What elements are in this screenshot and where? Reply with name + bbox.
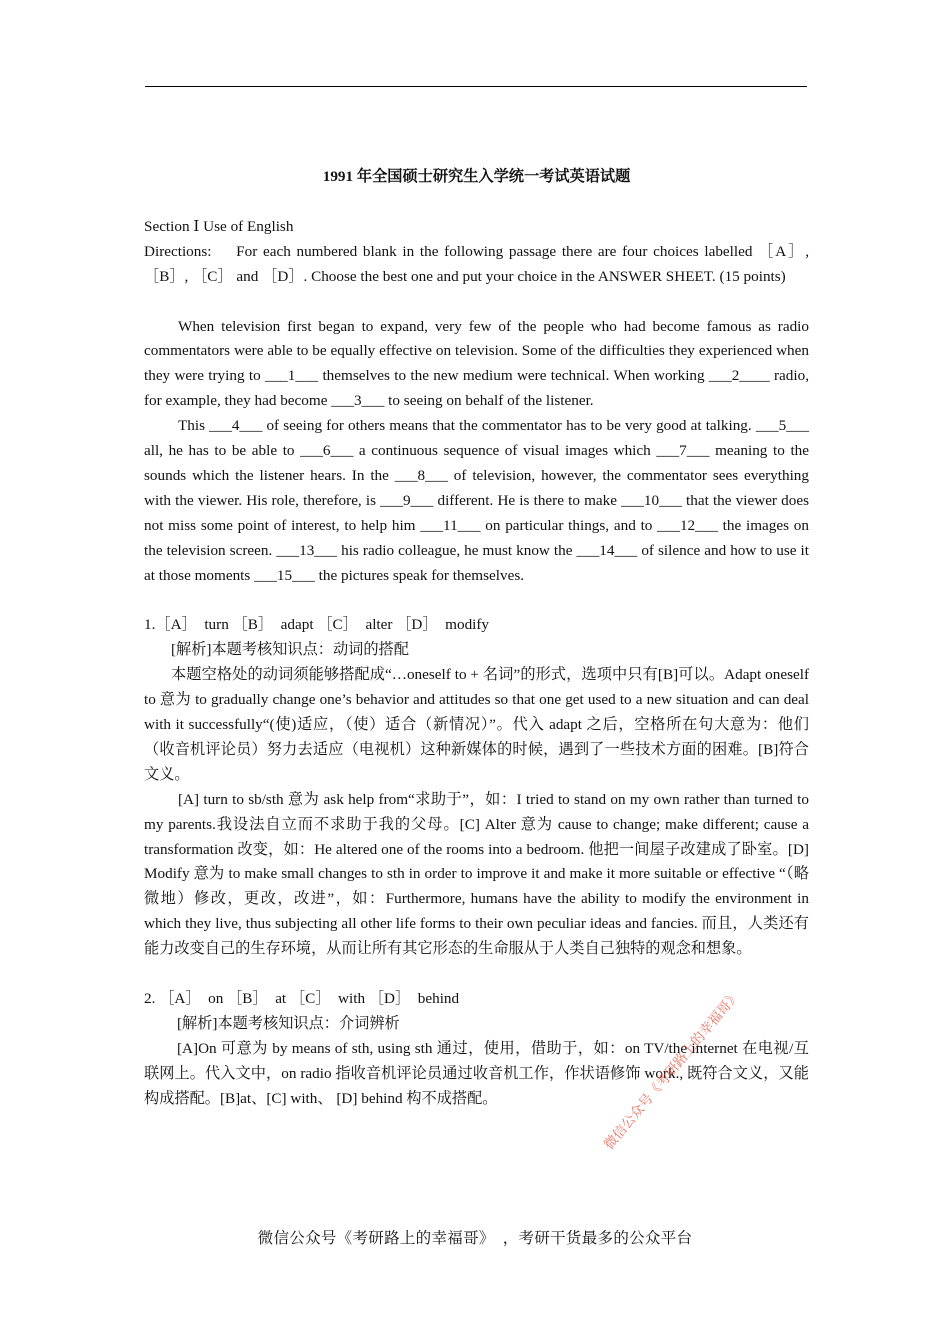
question-2-analysis-label: [解析]本题考核知识点：介词辨析 [177,1014,400,1032]
spacer [144,588,809,613]
passage-paragraph-1: When television first began to expand, very few of the people who had become famous as radio commentators were able to be equally effective on television. Some of the difficulties they experienced when they were trying to ___1___ themselves to the new medium were technical. When working ___2____ radio, for example, they had become ___3___ to seeing on behalf of the listener. [144,317,809,410]
page-title: 1991 年全国硕士研究生入学统一考试英语试题 [322,168,631,185]
header-rule [145,86,807,87]
question-1-analysis-paragraph-1: 本题空格处的动词须能够搭配成“…oneself to + 名词”的形式，选项中只有[B]可以。Adapt oneself to 意为 to gradually change one’s behavior and attitudes so that one get used to a new situation and can deal with it successfully“(使)适应，（使）适合（新情况）”。代入 adapt 之后，空格所在句大意为：他们（收音机评论员）努力去适应（电视机）这种新媒体的时候，遇到了一些技术方面的困难。[B]符合文义。 [144,666,809,783]
document-body [144,165,809,1111]
section-heading: Section Ⅰ Use of English [144,217,294,235]
page-footer: 微信公众号《考研路上的幸福哥》 ，考研干货最多的公众平台 [257,1230,693,1247]
question-1-choices: 1.［A］ turn ［B］ adapt ［C］ alter ［D］ modify [144,616,490,634]
directions: Directions: For each numbered blank in the following passage there are four choices labelled ［A］, ［B］, ［C］ and ［D］. Choose the best one and put your choice in the ANSWER SHEET. (15 points) [144,242,809,285]
spacer [144,290,809,315]
question-1-analysis-label: [解析]本题考核知识点：动词的搭配 [171,641,409,659]
question-1-analysis-paragraph-2: [A] turn to sb/sth 意为 ask help from“求助于”，如：I tried to stand on my own rather than turned to my parents.我设法自立而不求助于我的父母。[C] Alter 意为 cause to change; make different; cause a transformation 改变，如：He altered one of the rooms into a bedroom. 他把一间屋子改建成了卧室。[D] Modify 意为 to make small changes to sth in order to improve it and make it more suitable or effective “（略微地）修改，更改，改进”，如：Furthermore, humans have the ability to modify the environment in which they live, thus subjecting all other life forms to their own peculiar ideas and fancies. 而且，人类还有能力改变自己的生存环境，从而让所有其它形态的生命服从于人类自己独特的观念和想象。 [144,790,809,958]
passage-paragraph-2: This ___4___ of seeing for others means that the commentator has to be very good at talking. ___5___ all, he has to be able to ___6___ a continuous sequence of visual images which ___7___ meaning to the sounds which the listener hears. In the ___8___ of television, however, the commentator sees everything with the viewer. His role, therefore, is ___9___ different. He is there to make ___10___ that the viewer does not miss some point of interest, to help him ___11___ on particular things, and to ___12___ the images on the television screen. ___13___ his radio colleague, he must know the ___14___ of silence and how to use it at those moments ___15___ the pictures speak for themselves. [144,417,809,584]
spacer [144,962,809,987]
watermark-stamp: 微信公众号《考研路上的幸福哥》 [601,987,744,1153]
question-2-choices: 2. ［A］ on ［B］ at ［C］ with ［D］ behind [144,989,460,1007]
question-2-analysis-paragraph-1: [A]On 可意为 by means of sth, using sth 通过，使用，借助于，如：on TV/the internet 在电视/互联网上。代入文中，on radio 指收音机评论员通过收音机工作，作状语修饰 work., 既符合文义，又能构成搭配。[B]at、[C] with、 [D] behind 构不成搭配。 [144,1039,809,1107]
